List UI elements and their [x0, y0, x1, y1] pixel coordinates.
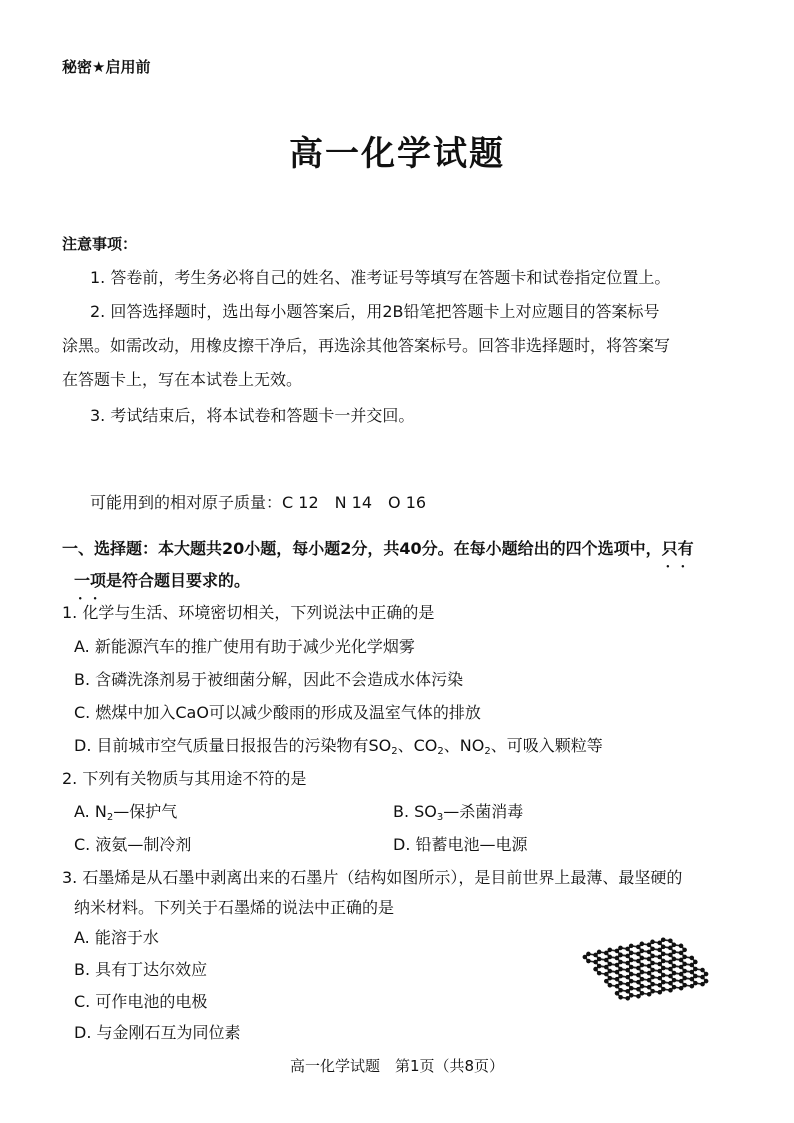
carbon-atom: [629, 993, 634, 998]
carbon-atom: [672, 950, 677, 955]
carbon-atom: [604, 958, 609, 963]
carbon-atom: [690, 977, 695, 982]
carbon-atom: [657, 990, 662, 995]
carbon-atom: [661, 945, 666, 950]
carbon-atom: [636, 973, 641, 978]
carbon-atom: [625, 996, 630, 1001]
q2-b-text: B. SO: [393, 802, 437, 821]
carbon-atom: [636, 980, 641, 985]
carbon-atom: [679, 986, 684, 991]
carbon-atom: [636, 994, 641, 999]
carbon-atom: [650, 982, 655, 987]
graphene-structure-image: [574, 918, 724, 1028]
carbon-atom: [618, 974, 623, 979]
page-title: 高一化学试题: [289, 134, 505, 174]
carbon-atom: [629, 958, 634, 963]
carbon-atom: [640, 984, 645, 989]
carbon-atom: [693, 974, 698, 979]
notice-item-2: 2. 回答选择题时，选出每小题答案后，用2B铅笔把答题卡上对应题目的答案标号: [90, 302, 660, 321]
subscript: 3: [436, 812, 444, 823]
carbon-atom: [593, 967, 598, 972]
carbon-atom: [657, 955, 662, 960]
carbon-atom: [608, 976, 613, 981]
carbon-atom: [636, 966, 641, 971]
secret-label: 秘密★启用前: [62, 58, 151, 76]
carbon-atom: [618, 960, 623, 965]
carbon-atom: [672, 943, 677, 948]
carbon-atom: [615, 984, 620, 989]
carbon-atom: [647, 950, 652, 955]
carbon-atom: [679, 979, 684, 984]
carbon-atom: [690, 984, 695, 989]
carbon-atom: [690, 970, 695, 975]
carbon-atom: [679, 951, 684, 956]
carbon-atom: [682, 962, 687, 967]
carbon-atom: [661, 966, 666, 971]
q1-d-text: 、CO: [397, 736, 438, 755]
section-heading-line1: [62, 538, 694, 560]
carbon-atom: [608, 969, 613, 974]
carbon-atom: [625, 982, 630, 987]
carbon-atom: [682, 976, 687, 981]
carbon-atom: [647, 964, 652, 969]
carbon-atom: [647, 978, 652, 983]
q3-option-a: A. 能溶于水: [74, 928, 159, 947]
q1-d-text: 、NO: [443, 736, 485, 755]
carbon-atom: [615, 949, 620, 954]
carbon-atom: [650, 968, 655, 973]
notice-item-2-cont: 涂黑。如需改动，用橡皮擦干净后，再选涂其他答案标号。回答非选择题时，将答案写: [62, 336, 671, 355]
carbon-atom: [672, 964, 677, 969]
carbon-atom: [672, 971, 677, 976]
carbon-atom: [668, 939, 673, 944]
emphasis-text: 一项 • •: [74, 570, 106, 592]
carbon-atom: [608, 983, 613, 988]
notice-item-3: 3. 考试结束后，将本试卷和答题卡一并交回。: [90, 406, 415, 425]
notice-item-2-cont2: 在答题卡上，写在本试卷上无效。: [62, 370, 303, 389]
q1-option-d: [74, 735, 603, 757]
carbon-atom: [604, 979, 609, 984]
carbon-atom: [661, 973, 666, 978]
carbon-atom: [597, 964, 602, 969]
q2-stem: 2. 下列有关物质与其用途不符的是: [62, 769, 307, 788]
carbon-atom: [647, 992, 652, 997]
carbon-atom: [647, 971, 652, 976]
carbon-atom: [661, 952, 666, 957]
q3-option-b: B. 具有丁达尔效应: [74, 960, 208, 979]
carbon-atom: [604, 951, 609, 956]
carbon-atom: [636, 987, 641, 992]
carbon-atom: [636, 952, 641, 957]
carbon-atom: [629, 972, 634, 977]
carbon-atom: [636, 959, 641, 964]
atomic-masses: 可能用到的相对原子质量：C 12 N 14 O 16: [90, 493, 427, 512]
carbon-atom: [604, 965, 609, 970]
carbon-atom: [682, 969, 687, 974]
subscript: 2: [106, 812, 114, 823]
carbon-atom: [657, 976, 662, 981]
carbon-atom: [640, 956, 645, 961]
carbon-atom: [647, 943, 652, 948]
carbon-atom: [679, 958, 684, 963]
carbon-atom: [668, 946, 673, 951]
carbon-atom: [650, 954, 655, 959]
q3-stem-line2: 纳米材料。下列关于石墨烯的说法中正确的是: [74, 898, 395, 917]
carbon-atom: [615, 991, 620, 996]
carbon-atom: [615, 956, 620, 961]
carbon-atom: [597, 957, 602, 962]
carbon-atom: [597, 950, 602, 955]
carbon-atom: [650, 961, 655, 966]
q1-d-text: D. 目前城市空气质量日报报告的污染物有SO: [74, 736, 392, 755]
subscript: 2: [484, 746, 491, 757]
q2-option-c: C. 液氨—制冷剂: [74, 835, 192, 854]
q3-option-c: C. 可作电池的电极: [74, 992, 208, 1011]
carbon-atom: [586, 959, 591, 964]
carbon-atom: [608, 962, 613, 967]
carbon-atom: [682, 955, 687, 960]
q2-option-d: D. 铅蓄电池—电源: [393, 835, 528, 854]
carbon-atom: [650, 940, 655, 945]
carbon-atom: [618, 988, 623, 993]
carbon-atom: [668, 960, 673, 965]
carbon-atom: [593, 960, 598, 965]
notice-heading: 注意事项：: [62, 235, 138, 253]
carbon-atom: [647, 957, 652, 962]
carbon-atom: [661, 959, 666, 964]
carbon-atom: [693, 967, 698, 972]
q3-stem-line1: 3. 石墨烯是从石墨中剥离出来的石墨片（结构如图所示），是目前世界上最薄、最坚硬的: [62, 868, 683, 887]
section-heading-text: 是符合题目要求的。: [106, 571, 251, 590]
carbon-atom: [661, 987, 666, 992]
carbon-atom: [618, 953, 623, 958]
carbon-atom: [629, 944, 634, 949]
carbon-atom: [679, 944, 684, 949]
carbon-atom: [629, 951, 634, 956]
q2-a-text: A. N: [74, 802, 107, 821]
carbon-atom: [668, 953, 673, 958]
carbon-atom: [657, 948, 662, 953]
carbon-atom: [583, 955, 588, 960]
carbon-atom: [625, 968, 630, 973]
carbon-atom: [693, 981, 698, 986]
carbon-atom: [629, 965, 634, 970]
carbon-atom: [625, 989, 630, 994]
carbon-atom: [618, 981, 623, 986]
page-footer: 高一化学试题 第1页（共8页）: [289, 1057, 505, 1075]
subscript: 2: [391, 746, 398, 757]
subscript: 2: [437, 746, 444, 757]
carbon-atom: [640, 991, 645, 996]
q2-option-b: [393, 801, 523, 823]
carbon-atom: [650, 947, 655, 952]
carbon-atom: [607, 948, 612, 953]
carbon-atom: [625, 961, 630, 966]
carbon-atom: [647, 985, 652, 990]
carbon-atom: [636, 945, 641, 950]
carbon-atom: [704, 972, 709, 977]
q2-a-text: —保护气: [113, 802, 178, 821]
carbon-atom: [615, 970, 620, 975]
q2-option-a: [74, 801, 177, 823]
carbon-atom: [661, 980, 666, 985]
carbon-atom: [693, 960, 698, 965]
q1-option-b: B. 含磷洗涤剂易于被细菌分解，因此不会造成水体污染: [74, 670, 464, 689]
carbon-atom: [640, 963, 645, 968]
carbon-atom: [650, 989, 655, 994]
section-heading-text: 一、选择题：本大题共20小题，每小题2分，共40分。在每小题给出的四个选项中，: [62, 539, 662, 558]
carbon-atom: [615, 963, 620, 968]
carbon-atom: [604, 972, 609, 977]
carbon-atom: [668, 988, 673, 993]
carbon-atom: [597, 971, 602, 976]
q2-b-text: —杀菌消毒: [443, 802, 524, 821]
section-heading-line2: [74, 570, 250, 592]
carbon-atom: [672, 985, 677, 990]
carbon-atom: [672, 957, 677, 962]
carbon-atom: [657, 969, 662, 974]
carbon-atom: [640, 977, 645, 982]
carbon-atom: [668, 981, 673, 986]
q1-stem: 1. 化学与生活、环境密切相关，下列说法中正确的是: [62, 603, 435, 622]
carbon-atom: [625, 954, 630, 959]
carbon-atom: [661, 938, 666, 943]
carbon-atom: [668, 974, 673, 979]
carbon-atom: [640, 970, 645, 975]
q1-option-a: A. 新能源汽车的推广使用有助于减少光化学烟雾: [74, 637, 415, 656]
carbon-atom: [672, 978, 677, 983]
carbon-atom: [682, 983, 687, 988]
carbon-atom: [608, 955, 613, 960]
carbon-atom: [657, 962, 662, 967]
carbon-atom: [618, 967, 623, 972]
q1-option-c: C. 燃煤中加入CaO可以减少酸雨的形成及温室气体的排放: [74, 703, 481, 722]
carbon-atom: [657, 983, 662, 988]
carbon-atom: [640, 942, 645, 947]
carbon-atom: [629, 986, 634, 991]
carbon-atom: [640, 949, 645, 954]
carbon-atom: [586, 952, 591, 957]
carbon-atom: [625, 947, 630, 952]
carbon-atom: [700, 982, 705, 987]
carbon-atom: [689, 963, 694, 968]
carbon-atom: [668, 967, 673, 972]
carbon-atom: [679, 965, 684, 970]
notice-item-1: 1. 答卷前，考生务必将自己的姓名、准考证号等填写在答题卡和试卷指定位置上。: [90, 268, 671, 287]
carbon-atom: [625, 975, 630, 980]
carbon-atom: [679, 972, 684, 977]
carbon-atom: [657, 941, 662, 946]
carbon-atom: [704, 979, 709, 984]
carbon-atom: [629, 979, 634, 984]
carbon-atom: [618, 946, 623, 951]
q3-option-d: D. 与金刚石互为同位素: [74, 1023, 241, 1042]
carbon-atom: [593, 953, 598, 958]
carbon-atom: [650, 975, 655, 980]
carbon-atom: [700, 968, 705, 973]
carbon-atom: [615, 977, 620, 982]
emphasis-text: 只有 • •: [662, 538, 694, 560]
carbon-atom: [682, 948, 687, 953]
carbon-atom: [689, 956, 694, 961]
q1-d-text: 、可吸入颗粒等: [490, 736, 603, 755]
carbon-atom: [700, 975, 705, 980]
carbon-atom: [618, 995, 623, 1000]
